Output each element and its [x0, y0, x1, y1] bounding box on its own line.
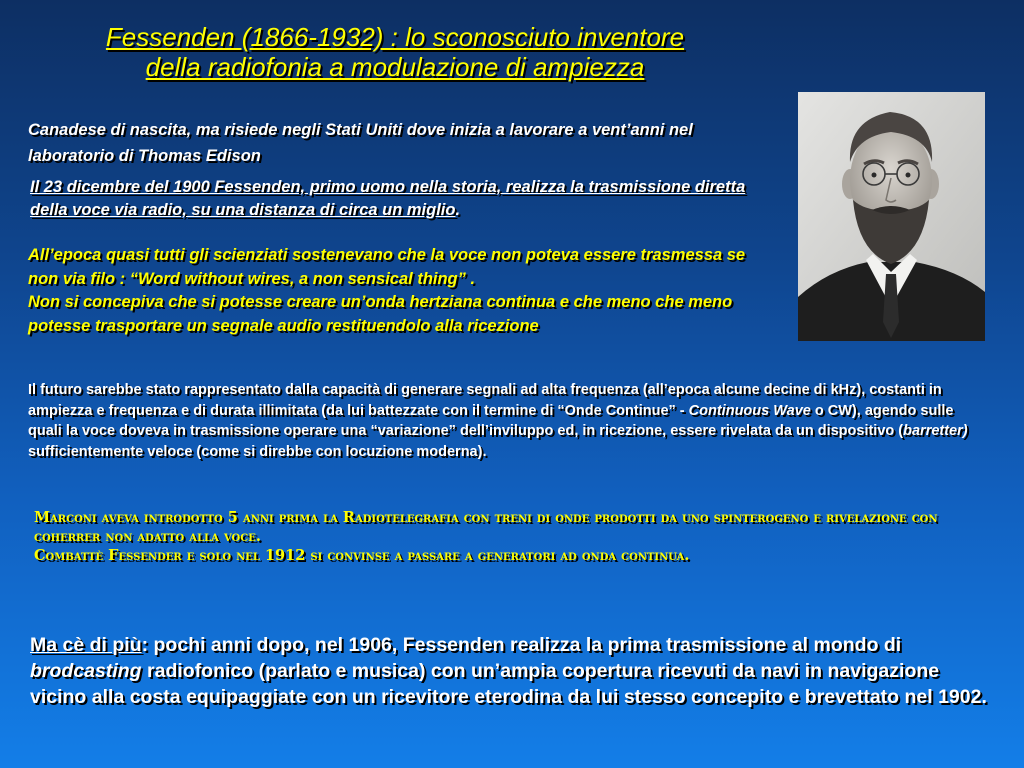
portrait-image	[798, 92, 985, 341]
slide-title	[40, 22, 750, 82]
future-cw-term: Continuous Wave	[688, 402, 811, 419]
beliefs-paragraph	[28, 244, 773, 338]
marconi-line-2: Combattè Fessender e solo nel 1912 si convinse a passare a generatori ad onda continua.	[34, 547, 690, 564]
milestone-paragraph	[30, 176, 770, 222]
future-text-2: o CW), agendo sulle quali la voce doveva in trasmissione operare una “variazione” dell’inviluppo ed, in ricezione, essere rivelata da un dispositivo (	[28, 402, 954, 439]
broadcasting-paragraph	[30, 632, 1000, 710]
broadcasting-term: brodcasting	[30, 660, 142, 682]
marconi-paragraph	[34, 508, 994, 565]
title-line-2: della radiofonia a modulazione di ampiezza	[145, 52, 645, 82]
marconi-line-1: Marconi aveva introdotto 5 anni prima la Radiotelegrafia con treni di onde prodotti da uno spinterogeno e rivelazione con coherrer non adatto alla voce.	[34, 509, 938, 545]
beliefs-line-1: All’epoca quasi tutti gli scienziati sostenevano che la voce non poteva essere trasmessa se non via filo : “Word without wires, a non sensical thing” .	[28, 246, 746, 288]
broadcasting-text-1: : pochi anni dopo, nel 1906, Fessenden realizza la prima trasmissione al mondo di	[141, 634, 902, 656]
broadcasting-lead: Ma cè di più	[30, 634, 142, 656]
future-text-1: Il futuro sarebbe stato rappresentato dalla capacità di generare segnali ad alta frequenza (all’epoca alcune decine di kHz), costanti in ampiezza e frequenza e di durata illimitata (da lui battezzate con il termine di “Onde Continue” -	[28, 382, 942, 419]
bio-paragraph: Canadese di nascita, ma risiede negli Stati Uniti dove inizia a lavorare a vent’anni nel laboratorio di Thomas Edison	[28, 121, 693, 165]
future-barretter-term: barretter)	[903, 423, 968, 439]
milestone-text: Il 23 dicembre del 1900 Fessenden, primo uomo nella storia, realizza la trasmissione diretta della voce via radio, su una distanza di circa un miglio	[30, 178, 746, 219]
future-text-3: sufficientemente veloce (come si direbbe con locuzione moderna).	[28, 443, 487, 460]
broadcasting-text-2: radiofonico (parlato e musica) con un’ampia copertura ricevuti da navi in navigazione vicino alla costa equipaggiate con un ricevitore eterodina da lui stesso concepito e brevettato nel 1902.	[30, 660, 987, 708]
title-line-1: Fessenden (1866-1932) : lo sconosciuto inventore	[105, 22, 685, 52]
future-paragraph	[28, 380, 978, 462]
beliefs-line-2: Non si concepiva che si potesse creare un’onda hertziana continua e che meno che meno potesse trasportare un segnale audio restituendolo alla ricezione	[28, 293, 733, 335]
milestone-period: .	[455, 201, 461, 219]
fessenden-portrait	[798, 92, 985, 341]
